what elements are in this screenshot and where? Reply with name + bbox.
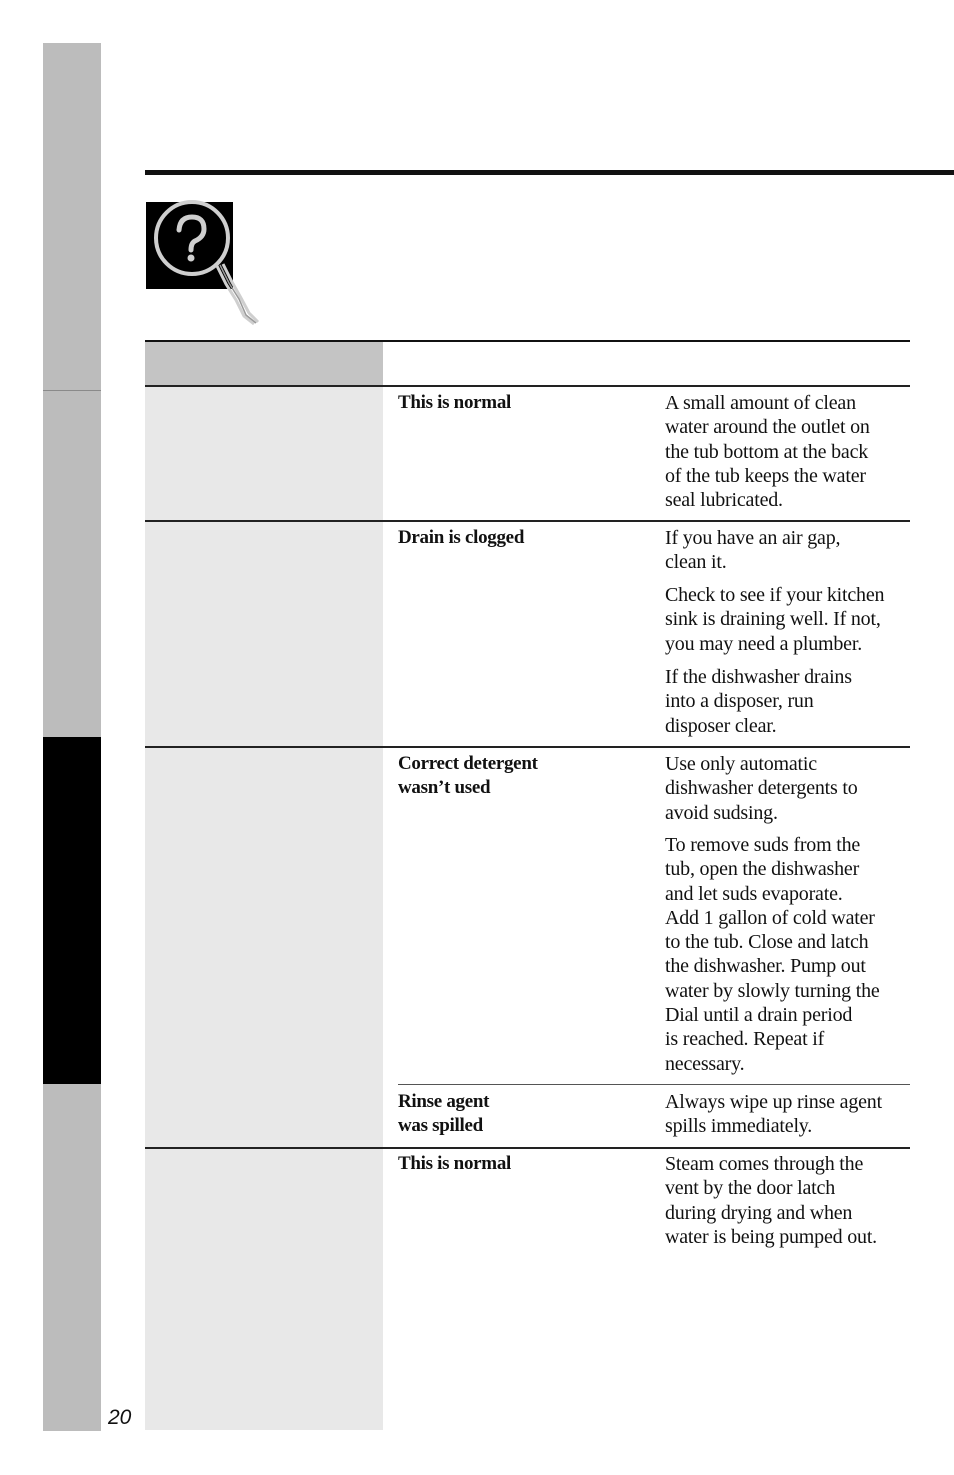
solution-text: To remove suds from the tub, open the dishwasher and let suds evaporate. Add 1 gallon of cold water to the tub. Close and latch the dishwasher. Pump out water by slowly turning the Dial until a drain period is reached. Repeat if necessary. (665, 834, 880, 1075)
row-divider (145, 1147, 910, 1149)
cause-label: This is normal (398, 392, 511, 413)
side-tab-1 (43, 43, 101, 390)
side-tab-2 (43, 391, 101, 737)
solution-text: A small amount of clean water around the outlet on the tub bottom at the back of the tub keeps the water seal lubricated. (665, 392, 870, 512)
cause-label: Rinse agent was spilled (398, 1091, 490, 1136)
row-divider (145, 385, 910, 387)
solution-text: If you have an air gap, clean it. (665, 527, 841, 574)
side-tab-4 (43, 1084, 101, 1431)
solution-text: Check to see if your kitchen sink is draining well. If not, you may need a plumber. (665, 584, 885, 655)
cause-label: This is normal (398, 1153, 511, 1174)
solution-text: Always wipe up rinse agent spills immediately. (665, 1091, 882, 1138)
question-magnifier-icon (146, 200, 266, 330)
cause-label: Drain is clogged (398, 527, 525, 548)
problem-column-shade (145, 385, 383, 1430)
page-number: 20 (108, 1406, 132, 1429)
cause-label: Correct detergent wasn’t used (398, 753, 538, 798)
section-top-rule (145, 170, 954, 175)
solution-text: If the dishwasher drains into a disposer, run disposer clear. (665, 666, 852, 737)
row-divider (145, 520, 910, 522)
solution-text: Steam comes through the vent by the door latch during drying and when water is being pumped out. (665, 1153, 877, 1248)
row-divider (145, 746, 910, 748)
side-tab-active (43, 737, 101, 1084)
table-header-shade (145, 342, 383, 385)
solution-text: Use only automatic dishwasher detergents to avoid sudsing. (665, 753, 858, 824)
sub-row-divider (398, 1084, 910, 1085)
